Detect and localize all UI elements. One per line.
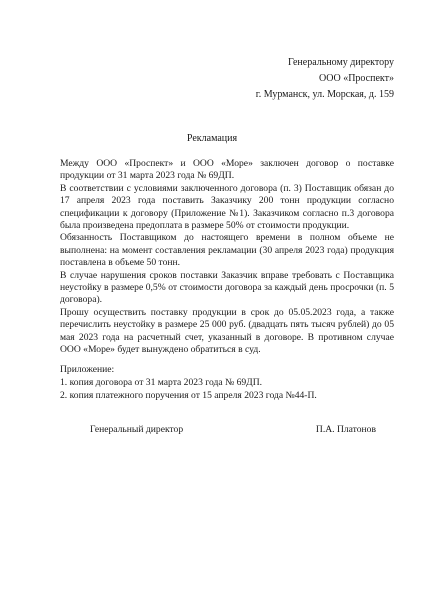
signature-block (90, 424, 376, 436)
signatory-name: П.А. Платонов (315, 424, 376, 435)
document-title: Рекламация (186, 133, 238, 144)
body-paragraph: Между ООО «Проспект» и ООО «Море» заключен договор о поставке продукции от 31 марта 2023 года № 69ДП. (60, 158, 394, 182)
body-paragraph: В соответствии с условиями заключенного договора (п. 3) Поставщик обязан до 17 апреля 2023 года поставить Заказчику 200 тонн продукции согласно спецификации к договору (Приложение №1). Заказчиком согласно п.3 договора была произведена предоплата в размере 50% от стоимости продукции. (60, 182, 394, 232)
attachments-block (60, 364, 394, 402)
document-body (60, 158, 394, 357)
addressee-address: г. Мурманск, ул. Морская, д. 159 (255, 89, 394, 100)
body-paragraph: Прошу осуществить поставку продукции в срок до 05.05.2023 года, а также перечислить неустойку в размере 25 000 руб. (двадцать пять тысяч рублей) до 05 мая 2023 года на расчетный счет, указанный в договоре. В противном случае ООО «Море» будет вынуждено обратиться в суд. (60, 306, 394, 356)
addressee-company: ООО «Проспект» (319, 73, 394, 84)
attachment-item: 1. копия договора от 31 марта 2023 года № 69ДП. (60, 377, 263, 389)
attachments-heading: Приложение: (60, 364, 115, 375)
body-paragraph: В случае нарушения сроков поставки Заказчик вправе требовать с Поставщика неустойку в размере 0,5% от стоимости договора за каждый день просрочки (п. 5 договора). (60, 269, 394, 306)
addressee-block (256, 55, 394, 103)
addressee-position: Генеральному директору (287, 57, 394, 68)
attachment-item: 2. копия платежного поручения от 15 апреля 2023 года №44-П. (60, 389, 317, 401)
signatory-position: Генеральный директор (90, 424, 184, 435)
body-paragraph: Обязанность Поставщиком до настоящего времени в полном объеме не выполнена: на момент составления рекламации (30 апреля 2023 года) продукция поставлена в объеме 50 тонн. (60, 232, 394, 269)
